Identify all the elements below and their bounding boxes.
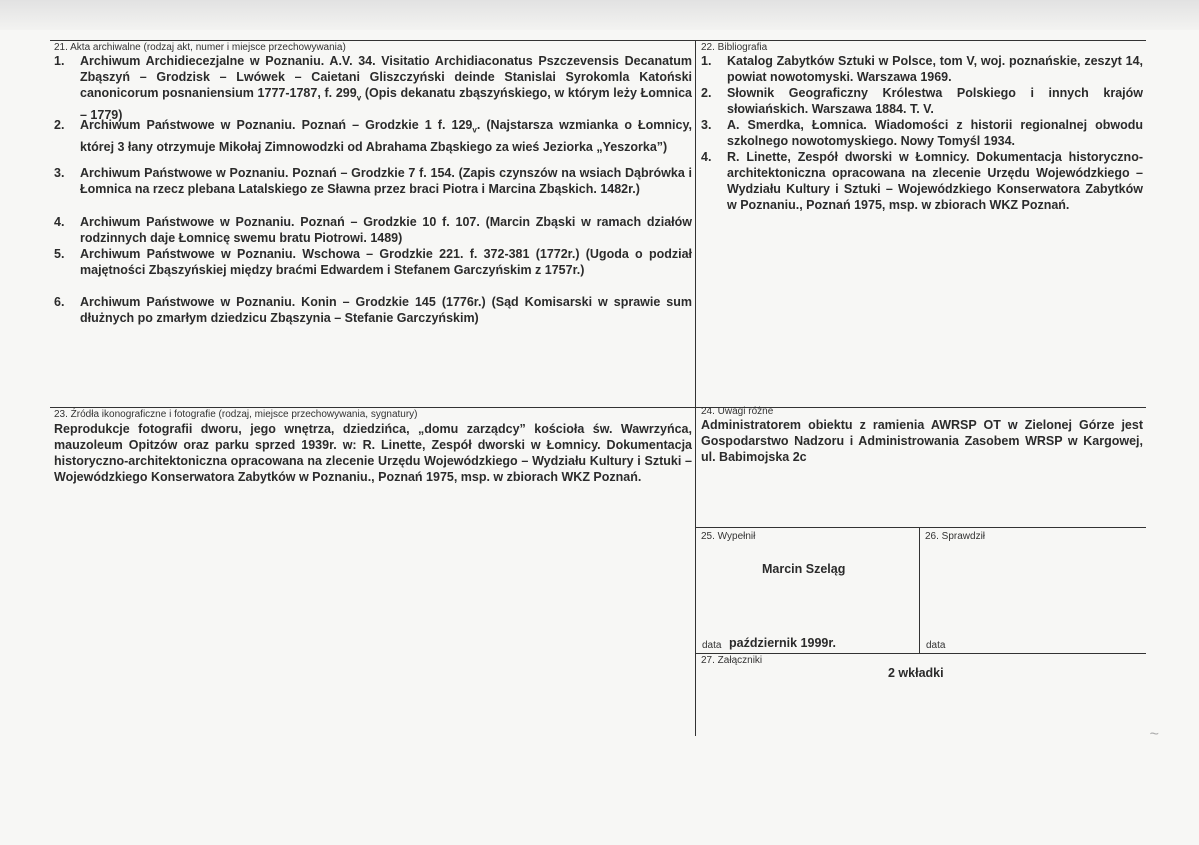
archive-record-number: 3. [54, 166, 65, 180]
middle-border [50, 407, 1146, 408]
top-border [50, 40, 1146, 41]
bibliography-item [701, 149, 1143, 213]
section-27-header: 27. Załączniki [701, 655, 763, 666]
scan-mark: ~ [1149, 726, 1159, 743]
section-21-header: 21. Akta archiwalne (rodzaj akt, numer i miejsce przechowywania) [54, 42, 346, 53]
section-24-header: 24. Uwagi różne [701, 406, 774, 417]
archive-record-item [54, 214, 692, 246]
archive-record-text: Archiwum Państwowe w Poznaniu. Konin – Grodzkie 145 (1776r.) (Sąd Komisarski w sprawie sum dłużnych po zmarłym dziedzicu Zbąszynia – Stefanie Garczyńskim) [80, 295, 692, 325]
bibliography-number: 1. [701, 54, 712, 68]
section-25-date: październik 1999r. [729, 636, 837, 650]
archive-record-text: Archiwum Państwowe w Poznaniu. Poznań – Grodzkie 1 f. $129_v$. (Najstarsza wzmianka o Łomnicy, której 3 łany otrzymuje Mikołaj Zimnowodzki od Abrahama Zbąskiego za wieś Jeziorka „Yeszorka”) [80, 118, 692, 154]
notes-text: Administratorem obiektu z ramienia AWRSP OT w Zielonej Górze jest Gospodarstwo Nadzoru i Administrowania Zasobem WRSP w Kargowej, ul. Babimojska 2c [701, 418, 1143, 464]
section-23-header: 23. Źródła ikonograficzne i fotografie (rodzaj, miejsce przechowywania, sygnatury) [54, 409, 418, 420]
bibliography-text: A. Smerdka, Łomnica. Wiadomości z historii regionalnej obwodu szkolnego nowotomyskiego. Nowy Tomyśl 1934. [727, 118, 1143, 148]
bibliography-item [701, 117, 1143, 149]
section-26-header: 26. Sprawdził [925, 531, 986, 542]
bibliography-item [701, 85, 1143, 117]
section-22-header: 22. Bibliografia [701, 42, 768, 53]
archive-record-number: 5. [54, 247, 65, 261]
section-25-date-label: data [702, 640, 722, 651]
bibliography-item [701, 53, 1143, 85]
bibliography-number: 3. [701, 118, 712, 132]
filled-by-name: Marcin Szeląg [762, 562, 846, 576]
attachments-value: 2 wkładki [888, 666, 944, 680]
bibliography-number: 4. [701, 150, 712, 164]
archive-record-text: Archiwum Państwowe w Poznaniu. Poznań – Grodzkie 10 f. 107. (Marcin Zbąski w ramach działów rodzinnych daje Łomnicę swemu bratu Piotrowi. 1489) [80, 215, 692, 245]
section-27-border [695, 653, 1146, 654]
archive-record-item [54, 53, 692, 123]
section-25-header: 25. Wypełnił [701, 531, 756, 542]
archive-record-text: Archiwum Państwowe w Poznaniu. Poznań – Grodzkie 7 f. 154. (Zapis czynszów na wsiach Dąbrówka i Łomnica na rzecz plebana Latalskiego ze Sławna przez braci Piotra i Marcina Zbąskich. 1482r.) [80, 166, 692, 196]
section-26-divider [919, 527, 920, 653]
archive-record-item [54, 165, 692, 197]
section-26-date-label: data [926, 640, 946, 651]
bibliography-text: Katalog Zabytków Sztuki w Polsce, tom V, woj. poznańskie, zeszyt 14, powiat nowotomyski. Warszawa 1969. [727, 54, 1143, 84]
archive-record-item [54, 117, 692, 155]
archive-record-text: Archiwum Archidiecezjalne w Poznaniu. A.V. 34. Visitatio Archidiaconatus Pszczevensis Decanatum Zbąszyń – Grodzisk – Lwówek – Caietani Gliszczyński deinde Stanislai Syrokomla Katoński canonicorum posnaniensium 1777-1787, f. $299_v$ (Opis dekanatu zbąszyńskiego, w którym leży Łomnica – 1779) [80, 54, 692, 122]
archive-record-number: 1. [54, 54, 65, 68]
archive-record-number: 4. [54, 215, 65, 229]
archive-record-item [54, 294, 692, 326]
bibliography-number: 2. [701, 86, 712, 100]
archive-record-number: 2. [54, 118, 65, 132]
archive-record-item [54, 246, 692, 278]
bibliography-text: Słownik Geograficzny Królestwa Polskiego i innych krajów słowiańskich. Warszawa 1884. T. V. [727, 86, 1143, 116]
bibliography-text: R. Linette, Zespół dworski w Łomnicy. Dokumentacja historyczno-architektoniczna opracowana na zlecenie Urzędu Wojewódzkiego – Wydziału Kultury i Sztuki – Wojewódzkiego Konserwatora Zabytków w Poznaniu., Poznań 1975, msp. w zbiorach WKZ Poznań. [727, 150, 1143, 212]
scan-top-edge [0, 0, 1199, 30]
archive-record-text: Archiwum Państwowe w Poznaniu. Wschowa – Grodzkie 221. f. 372-381 (1772r.) (Ugoda o podział majętności Zbąszyńskiej między braćmi Edwardem i Stefanem Garczyńskim z 1757r.) [80, 247, 692, 277]
iconographic-sources-text: Reprodukcje fotografii dworu, jego wnętrza, dziedzińca, „domu zarządcy” kościoła św. Wawrzyńca, mauzoleum Opitzów oraz parku sprzed 1939r. w: R. Linette, Zespół dworski w Łomnicy. Dokumentacja historyczno-architektoniczna opracowana na zlecenie Urzędu Wojewódzkiego – Wydziału Kultury i Sztuki – Wojewódzkiego Konserwatora Zabytków w Poznaniu., Poznań 1975, msp. w zbiorach WKZ Poznań. [54, 422, 692, 484]
archive-record-number: 6. [54, 295, 65, 309]
section-25-border [695, 527, 1146, 528]
center-divider [695, 40, 696, 736]
